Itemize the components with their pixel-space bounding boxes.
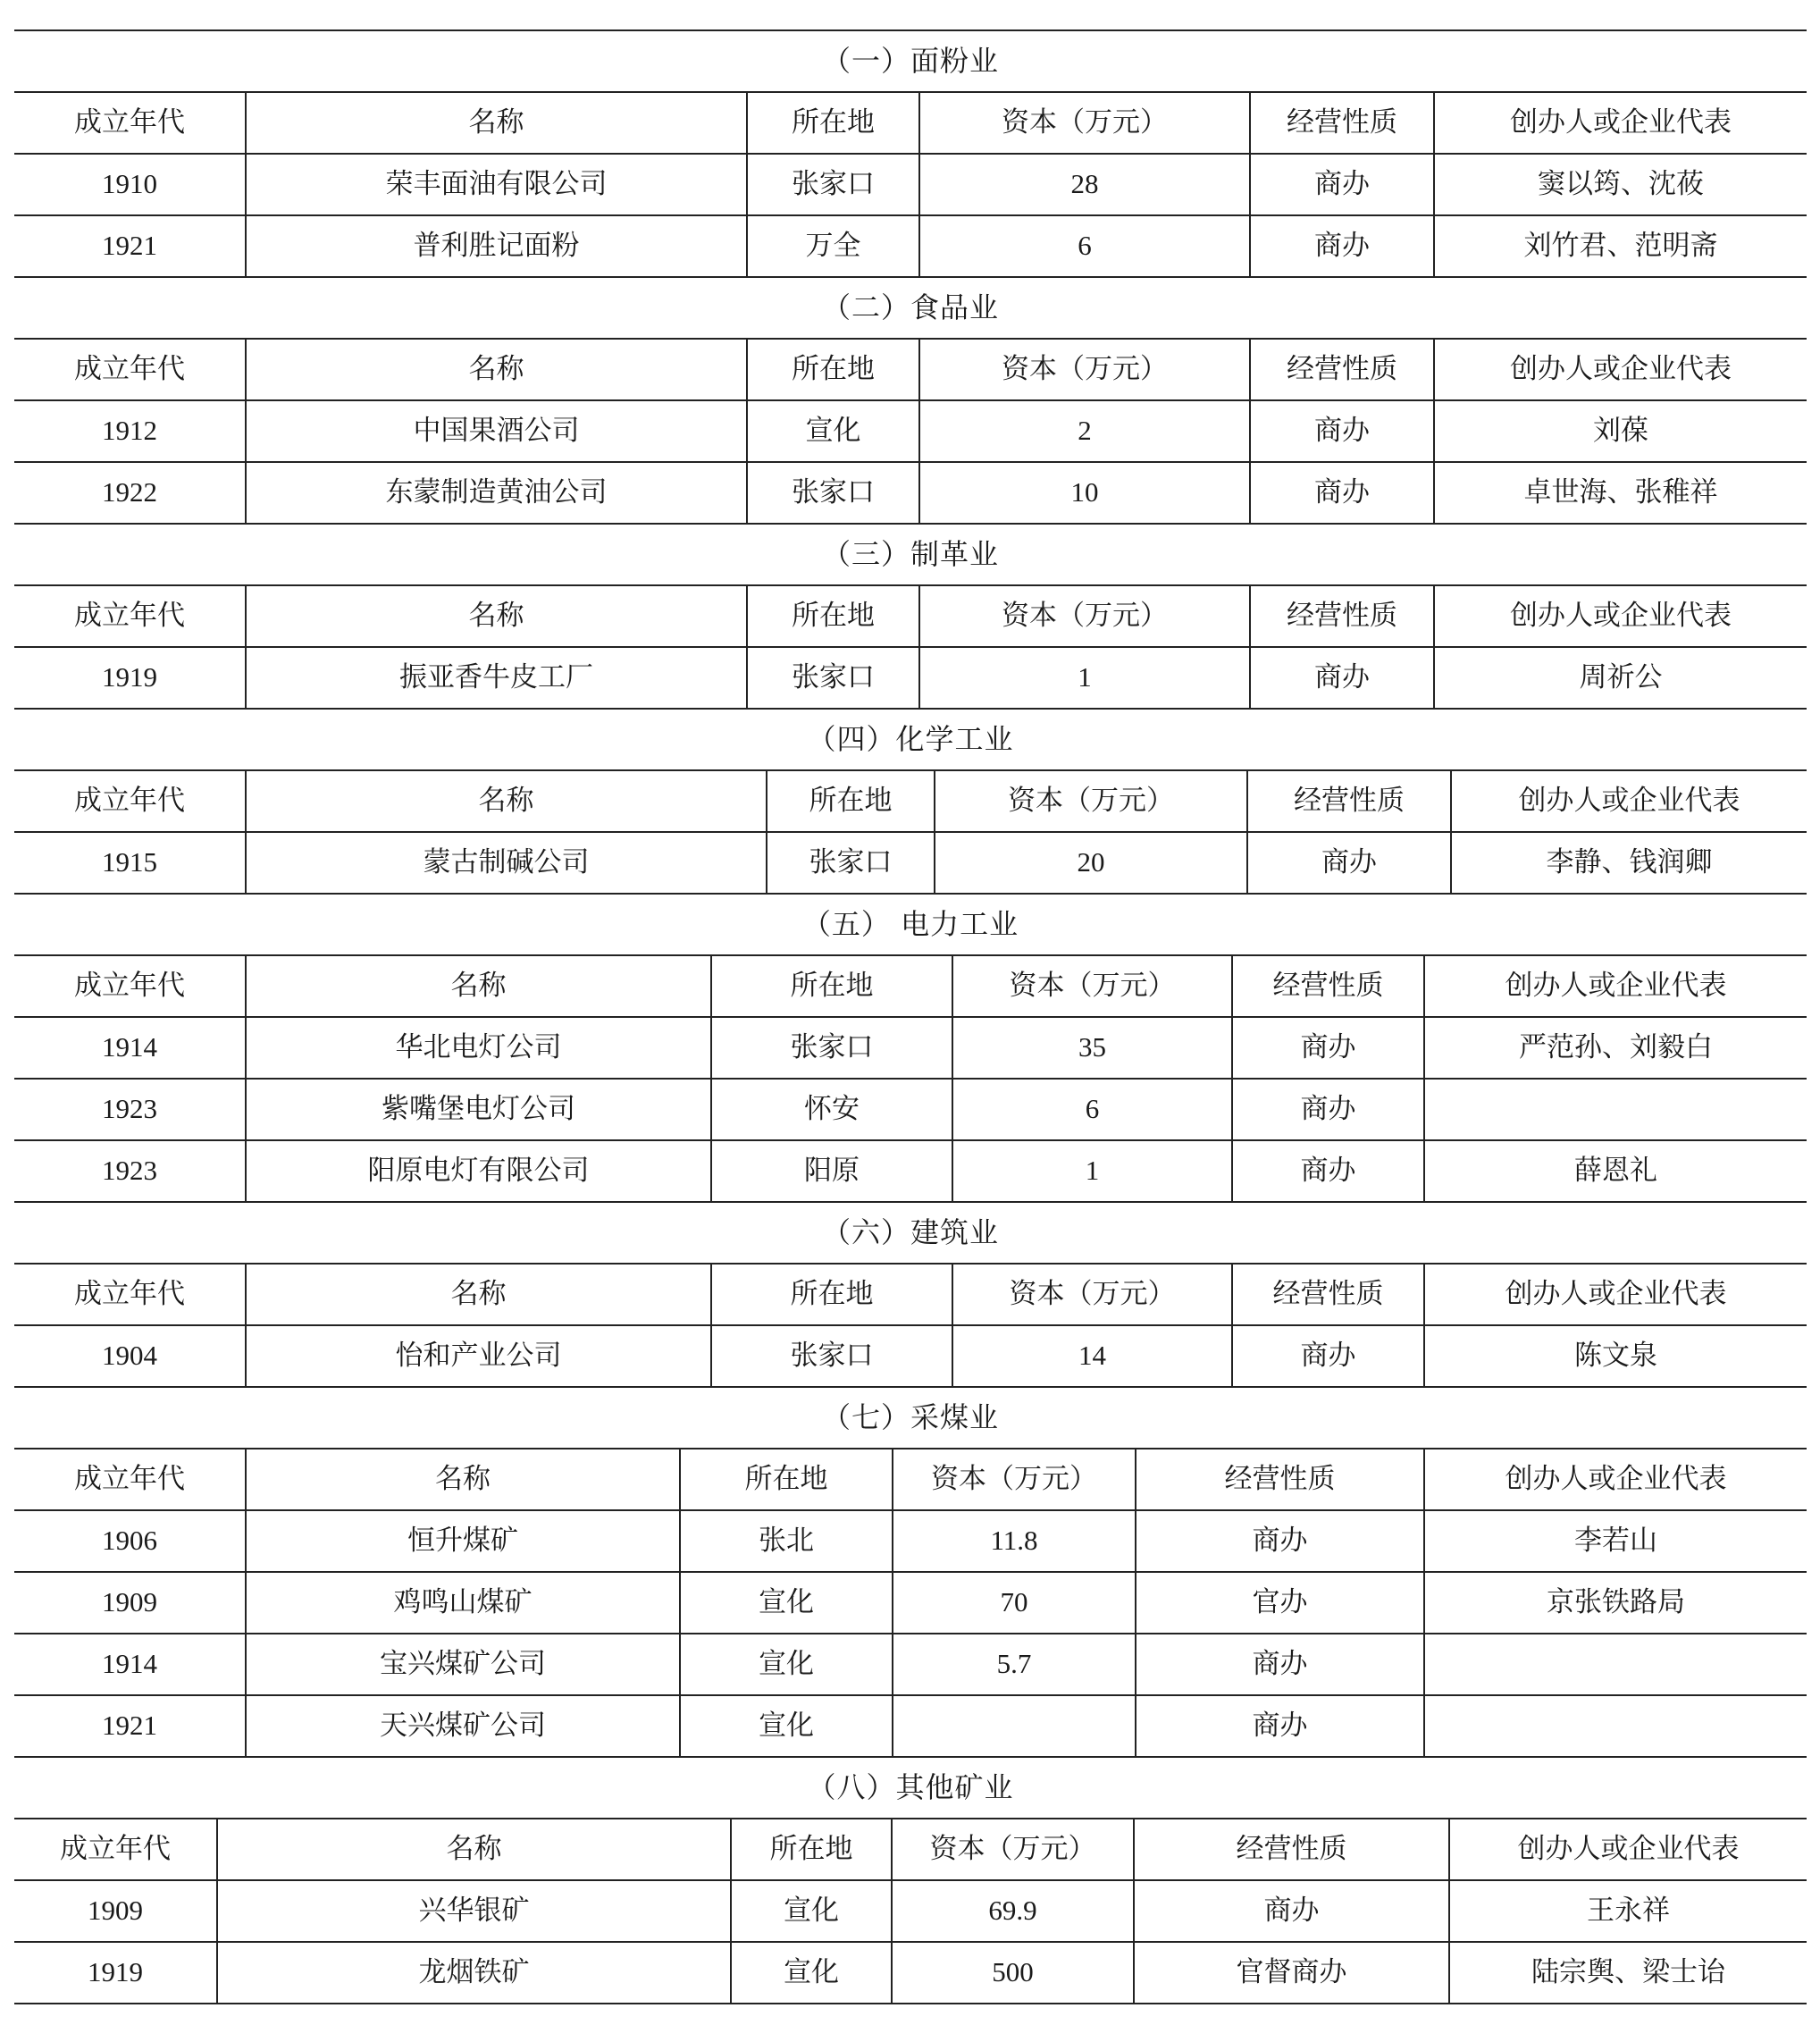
table-cell: 周祈公 [1434,647,1807,709]
table-cell: 20 [935,832,1247,894]
column-header: 创办人或企业代表 [1424,956,1807,1017]
section [14,1388,1807,1758]
column-header: 创办人或企业代表 [1434,93,1807,154]
table-cell: 商办 [1136,1510,1424,1572]
sections-container [14,31,1807,2004]
table-cell [1424,1634,1807,1695]
column-header: 所在地 [747,93,919,154]
table-cell: 李若山 [1424,1510,1807,1572]
table-cell: 1922 [14,462,246,524]
table-cell: 6 [919,215,1250,277]
data-table [14,956,1807,1203]
header-row [14,1449,1807,1510]
section-title: （五） 电力工业 [14,895,1807,956]
data-table [14,1449,1807,1758]
table-cell: 1915 [14,832,246,894]
column-header: 成立年代 [14,956,246,1017]
table-row [14,1017,1807,1079]
table-cell: 宣化 [747,400,919,462]
table-cell: 兴华银矿 [217,1880,731,1942]
table-cell: 商办 [1134,1880,1449,1942]
column-header: 名称 [246,771,767,832]
table-cell: 1914 [14,1634,246,1695]
table-cell: 商办 [1136,1634,1424,1695]
header-row [14,93,1807,154]
table-cell: 商办 [1250,647,1434,709]
column-header: 成立年代 [14,1265,246,1325]
section [14,710,1807,895]
table-cell: 阳原电灯有限公司 [246,1140,711,1202]
section-title: （六）建筑业 [14,1203,1807,1265]
column-header: 名称 [246,1265,711,1325]
column-header: 所在地 [747,340,919,400]
column-header: 创办人或企业代表 [1449,1819,1807,1880]
table-row [14,647,1807,709]
table-cell: 恒升煤矿 [246,1510,680,1572]
section-title: （二）食品业 [14,278,1807,340]
table-cell: 宣化 [731,1942,892,2004]
table-cell: 王永祥 [1449,1880,1807,1942]
table-cell: 窦以筠、沈莜 [1434,154,1807,215]
header-row [14,1819,1807,1880]
table-cell: 1923 [14,1140,246,1202]
table-cell: 宝兴煤矿公司 [246,1634,680,1695]
table-cell: 商办 [1232,1079,1424,1140]
table-cell: 28 [919,154,1250,215]
table-cell: 紫嘴堡电灯公司 [246,1079,711,1140]
column-header: 资本（万元） [919,586,1250,647]
table-cell: 商办 [1250,400,1434,462]
table-cell: 官督商办 [1134,1942,1449,2004]
column-header: 名称 [246,956,711,1017]
table-cell: 35 [952,1017,1232,1079]
table-cell: 陈文泉 [1424,1325,1807,1387]
table-cell: 70 [893,1572,1136,1634]
column-header: 名称 [246,586,747,647]
table-cell: 1909 [14,1572,246,1634]
table-cell [1424,1695,1807,1757]
table-row [14,400,1807,462]
header-row [14,771,1807,832]
table-row [14,215,1807,277]
table-cell: 宣化 [680,1572,893,1634]
table-cell: 怀安 [711,1079,952,1140]
table-cell: 14 [952,1325,1232,1387]
table-cell: 2 [919,400,1250,462]
table-cell: 10 [919,462,1250,524]
table-cell: 500 [892,1942,1134,2004]
table-cell: 鸡鸣山煤矿 [246,1572,680,1634]
table-cell [893,1695,1136,1757]
table-cell: 华北电灯公司 [246,1017,711,1079]
column-header: 创办人或企业代表 [1451,771,1807,832]
column-header: 成立年代 [14,340,246,400]
table-cell: 严范孙、刘毅白 [1424,1017,1807,1079]
column-header: 所在地 [711,956,952,1017]
column-header: 经营性质 [1250,586,1434,647]
section [14,1758,1807,2004]
column-header: 资本（万元） [892,1819,1134,1880]
column-header: 经营性质 [1232,1265,1424,1325]
table-cell: 东蒙制造黄油公司 [246,462,747,524]
column-header: 名称 [246,1449,680,1510]
table-cell: 商办 [1247,832,1451,894]
section-title: （七）采煤业 [14,1388,1807,1449]
table-row [14,1079,1807,1140]
table-cell: 1921 [14,1695,246,1757]
table-cell: 张家口 [747,462,919,524]
table-cell: 张家口 [711,1017,952,1079]
section-title: （四）化学工业 [14,710,1807,771]
table-cell: 天兴煤矿公司 [246,1695,680,1757]
column-header: 所在地 [767,771,935,832]
table-cell: 1 [919,647,1250,709]
table-cell: 刘竹君、范明斋 [1434,215,1807,277]
table-cell: 中国果酒公司 [246,400,747,462]
table-cell: 刘葆 [1434,400,1807,462]
table-row [14,154,1807,215]
column-header: 名称 [246,340,747,400]
table-row [14,462,1807,524]
column-header: 资本（万元） [893,1449,1136,1510]
column-header: 资本（万元） [919,93,1250,154]
table-cell: 薛恩礼 [1424,1140,1807,1202]
table-row [14,1880,1807,1942]
column-header: 所在地 [711,1265,952,1325]
column-header: 经营性质 [1232,956,1424,1017]
table-cell: 宣化 [680,1634,893,1695]
table-cell [1424,1079,1807,1140]
column-header: 名称 [246,93,747,154]
table-cell: 商办 [1232,1140,1424,1202]
section [14,278,1807,525]
column-header: 创办人或企业代表 [1434,586,1807,647]
data-table [14,771,1807,895]
table-cell: 商办 [1250,215,1434,277]
table-row [14,1634,1807,1695]
column-header: 创办人或企业代表 [1424,1265,1807,1325]
column-header: 经营性质 [1250,340,1434,400]
column-header: 资本（万元） [952,1265,1232,1325]
table-cell: 振亚香牛皮工厂 [246,647,747,709]
column-header: 创办人或企业代表 [1424,1449,1807,1510]
table-row [14,1325,1807,1387]
data-table [14,1819,1807,2004]
table-cell: 张家口 [747,154,919,215]
table-cell: 李静、钱润卿 [1451,832,1807,894]
table-cell: 11.8 [893,1510,1136,1572]
header-row [14,1265,1807,1325]
table-cell: 5.7 [893,1634,1136,1695]
table-cell: 商办 [1250,154,1434,215]
table-row [14,1942,1807,2004]
table-cell: 商办 [1250,462,1434,524]
table-cell: 1914 [14,1017,246,1079]
table-cell: 张北 [680,1510,893,1572]
column-header: 所在地 [731,1819,892,1880]
table-row [14,1695,1807,1757]
column-header: 所在地 [680,1449,893,1510]
column-header: 所在地 [747,586,919,647]
table-cell: 1919 [14,1942,217,2004]
column-header: 名称 [217,1819,731,1880]
column-header: 成立年代 [14,1819,217,1880]
data-table [14,340,1807,525]
table-cell: 商办 [1232,1017,1424,1079]
section [14,895,1807,1203]
table-cell: 万全 [747,215,919,277]
section-title: （一）面粉业 [14,31,1807,93]
table-cell: 宣化 [680,1695,893,1757]
header-row [14,340,1807,400]
column-header: 创办人或企业代表 [1434,340,1807,400]
table-cell: 1912 [14,400,246,462]
table-row [14,1572,1807,1634]
data-table [14,93,1807,278]
section-title: （三）制革业 [14,525,1807,586]
table-cell: 张家口 [711,1325,952,1387]
section [14,525,1807,710]
table-cell: 6 [952,1079,1232,1140]
column-header: 经营性质 [1250,93,1434,154]
table-cell: 张家口 [747,647,919,709]
column-header: 资本（万元） [952,956,1232,1017]
table-cell: 陆宗舆、梁士诒 [1449,1942,1807,2004]
table-row [14,1140,1807,1202]
section [14,31,1807,278]
table-cell: 龙烟铁矿 [217,1942,731,2004]
column-header: 经营性质 [1247,771,1451,832]
table-cell: 1 [952,1140,1232,1202]
table-row [14,1510,1807,1572]
table-cell: 官办 [1136,1572,1424,1634]
column-header: 成立年代 [14,1449,246,1510]
table-cell: 普利胜记面粉 [246,215,747,277]
table-cell: 蒙古制碱公司 [246,832,767,894]
column-header: 成立年代 [14,93,246,154]
table-cell: 张家口 [767,832,935,894]
table-cell: 京张铁路局 [1424,1572,1807,1634]
column-header: 经营性质 [1134,1819,1449,1880]
header-row [14,586,1807,647]
section [14,1203,1807,1388]
table-cell: 1906 [14,1510,246,1572]
data-table [14,586,1807,710]
section-title: （八）其他矿业 [14,1758,1807,1819]
table-cell: 荣丰面油有限公司 [246,154,747,215]
table-cell: 商办 [1232,1325,1424,1387]
column-header: 资本（万元） [935,771,1247,832]
table-cell: 1904 [14,1325,246,1387]
table-row [14,832,1807,894]
table-cell: 商办 [1136,1695,1424,1757]
column-header: 成立年代 [14,771,246,832]
table-cell: 怡和产业公司 [246,1325,711,1387]
column-header: 资本（万元） [919,340,1250,400]
table-cell: 阳原 [711,1140,952,1202]
table-cell: 1919 [14,647,246,709]
header-row [14,956,1807,1017]
table-cell: 卓世海、张稚祥 [1434,462,1807,524]
table-cell: 1923 [14,1079,246,1140]
table-cell: 宣化 [731,1880,892,1942]
table-cell: 1909 [14,1880,217,1942]
document-page [14,29,1807,2004]
table-cell: 1910 [14,154,246,215]
table-cell: 69.9 [892,1880,1134,1942]
column-header: 成立年代 [14,586,246,647]
table-cell: 1921 [14,215,246,277]
data-table [14,1265,1807,1388]
column-header: 经营性质 [1136,1449,1424,1510]
